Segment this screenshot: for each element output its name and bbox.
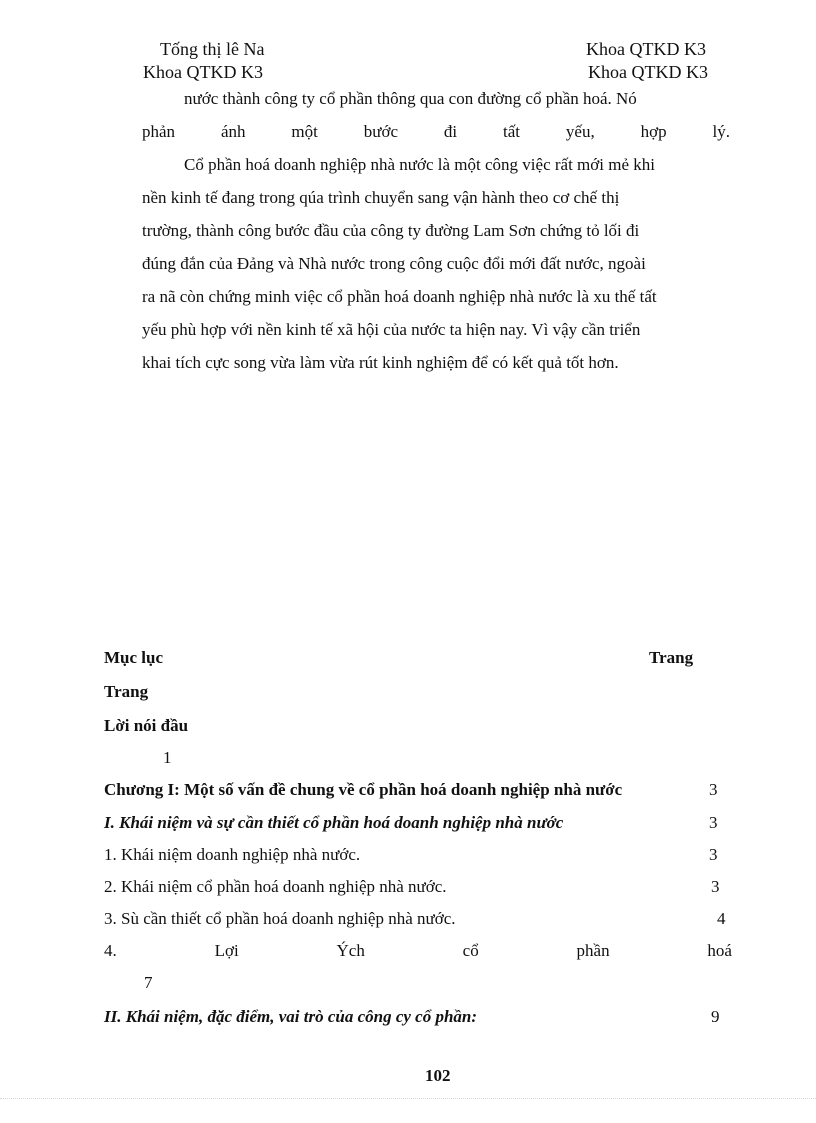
toc-entry-intro[interactable]: Lời nói đầu (104, 716, 189, 735)
header-department-left: Khoa QTKD K3 (143, 62, 263, 82)
toc-page-column-label-2: Trang (104, 682, 149, 701)
toc-entry-chapter-1[interactable]: Chương I: Một số vấn đề chung về cổ phần hoá doanh nghiệp nhà nước (104, 780, 623, 799)
body-line: khai tích cực song vừa làm vừa rút kinh nghiệm để có kết quả tốt hơn. (142, 353, 619, 372)
toc-page-section-1: 3 (709, 813, 718, 832)
header-department-right-2: Khoa QTKD K3 (588, 62, 708, 82)
toc-entry-item-4[interactable] (104, 941, 732, 961)
toc-entry-item-2[interactable]: 2. Khái niệm cổ phần hoá doanh nghiệp nhà nước. (104, 877, 447, 896)
toc-item-4-word: cổ (462, 941, 479, 960)
toc-page-intro: 1 (163, 748, 172, 767)
body-line: ra nã còn chứng minh việc cổ phần hoá doanh nghiệp nhà nước là xu thế tất (142, 287, 657, 306)
toc-item-4-word: phần (576, 941, 610, 960)
toc-entry-item-1[interactable]: 1. Khái niệm doanh nghiệp nhà nước. (104, 845, 361, 864)
toc-page-chapter-1: 3 (709, 780, 718, 799)
toc-page-item-4: 7 (144, 973, 153, 992)
footer-divider (0, 1098, 816, 1099)
toc-page-column-label: Trang (649, 648, 694, 667)
toc-entry-section-2[interactable]: II. Khái niệm, đặc điểm, vai trò của công cy cổ phần: (104, 1007, 478, 1026)
toc-entry-section-1[interactable]: I. Khái niệm và sự cần thiết cổ phần hoá doanh nghiệp nhà nước (104, 813, 564, 832)
toc-heading: Mục lục (104, 648, 164, 667)
body-line: nước thành công ty cổ phần thông qua con đường cổ phần hoá. Nó (184, 89, 637, 108)
body-text (142, 82, 730, 379)
body-line: yếu phù hợp với nền kinh tế xã hội của nước ta hiện nay. Vì vậy cần triển (142, 320, 641, 339)
body-line: trường, thành công bước đầu của công ty đường Lam Sơn chứng tỏ lối đi (142, 221, 640, 240)
toc-item-4-word: Lợi (214, 941, 239, 960)
body-line: đúng đắn của Đảng và Nhà nước trong công cuộc đổi mới đất nước, ngoài (142, 254, 646, 273)
toc-item-4-word: hoá (707, 941, 732, 960)
toc-page-item-3: 4 (717, 909, 726, 928)
page-number: 102 (425, 1066, 451, 1085)
toc-entry-item-3[interactable]: 3. Sù cần thiết cổ phần hoá doanh nghiệp nhà nước. (104, 909, 456, 928)
toc-page-section-2: 9 (711, 1007, 720, 1026)
header-author: Tống thị lê Na (160, 39, 265, 59)
toc-item-4-word: Ých (336, 941, 365, 960)
toc-page-item-1: 3 (709, 845, 718, 864)
body-line: Cổ phần hoá doanh nghiệp nhà nước là một công việc rất mới mẻ khi (184, 155, 655, 174)
body-line: phản ánh một bước đi tất yếu, hợp lý. (142, 122, 730, 141)
header-department-right-1: Khoa QTKD K3 (586, 39, 706, 59)
toc-item-4-word: 4. (104, 941, 117, 960)
body-line: nền kinh tế đang trong qúa trình chuyển sang vận hành theo cơ chế thị (142, 188, 620, 207)
toc-page-item-2: 3 (711, 877, 720, 896)
